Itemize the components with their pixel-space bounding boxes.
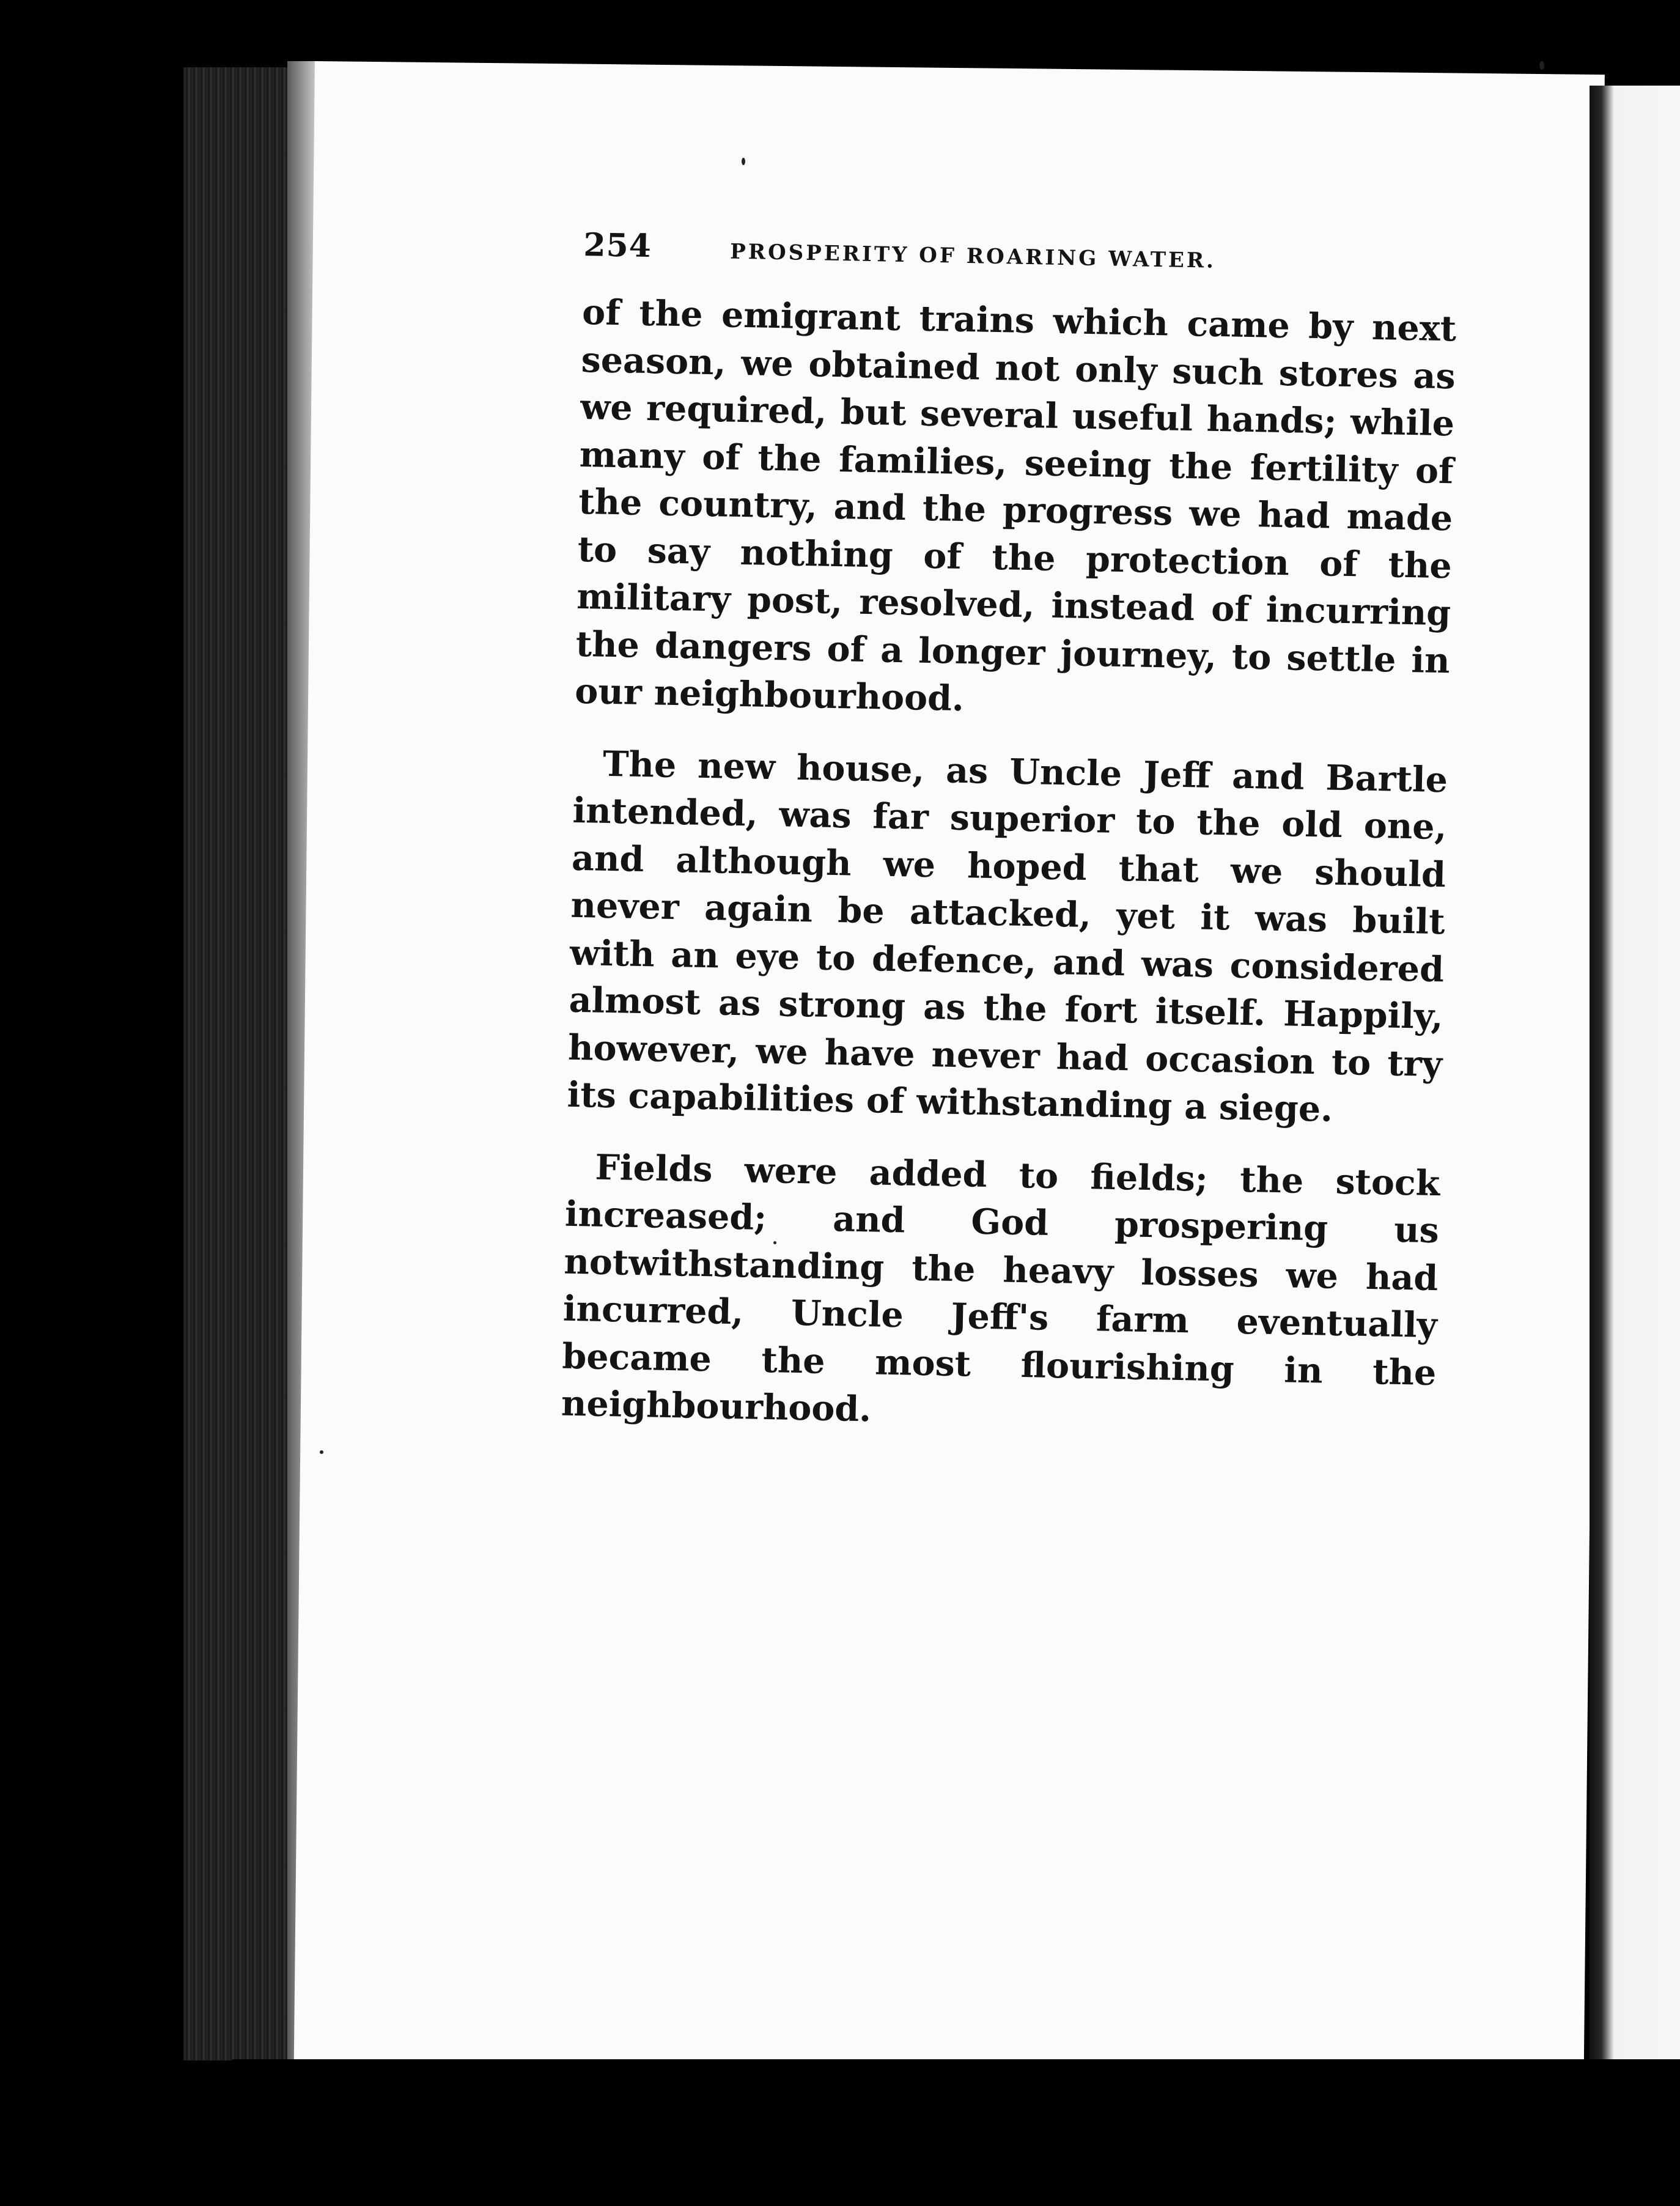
running-title: PROSPERITY OF ROARING WATER.: [729, 239, 1217, 273]
paragraph-1: of the emigrant trains which came by next season, we obtained not only such stores as we required, but several useful hands; while many of the families, seeing the fertility of the country, and the progress we had made to say nothing of the protection of the military post, resolved, instead of incurring the dangers of a longer journey, to settle in our neighbourhood.: [574, 291, 1457, 720]
book-fore-edge: [183, 67, 287, 2060]
page-text: [561, 226, 1458, 1469]
scan-bottom-margin: [232, 2059, 1680, 2206]
paragraph-2: The new house, as Uncle Jeff and Bartle intended, was far superior to the old one, and although we hoped that we should never again be attacked, yet it was built with an eye to defence, and was considered almost as strong as the fort itself. Happily, however, we have never had occasion to try its capabilities of withstanding a siege.: [567, 743, 1448, 1130]
adjacent-page-edge: [1590, 86, 1680, 2067]
paragraph-3: Fields were added to fields; the stock increased; and God prospering us notwithstanding the heavy losses we had incurred, Uncle Jeff's farm eventually became the most flourishing in the neighbourhood.: [561, 1146, 1440, 1430]
page-number: 254: [583, 226, 652, 265]
